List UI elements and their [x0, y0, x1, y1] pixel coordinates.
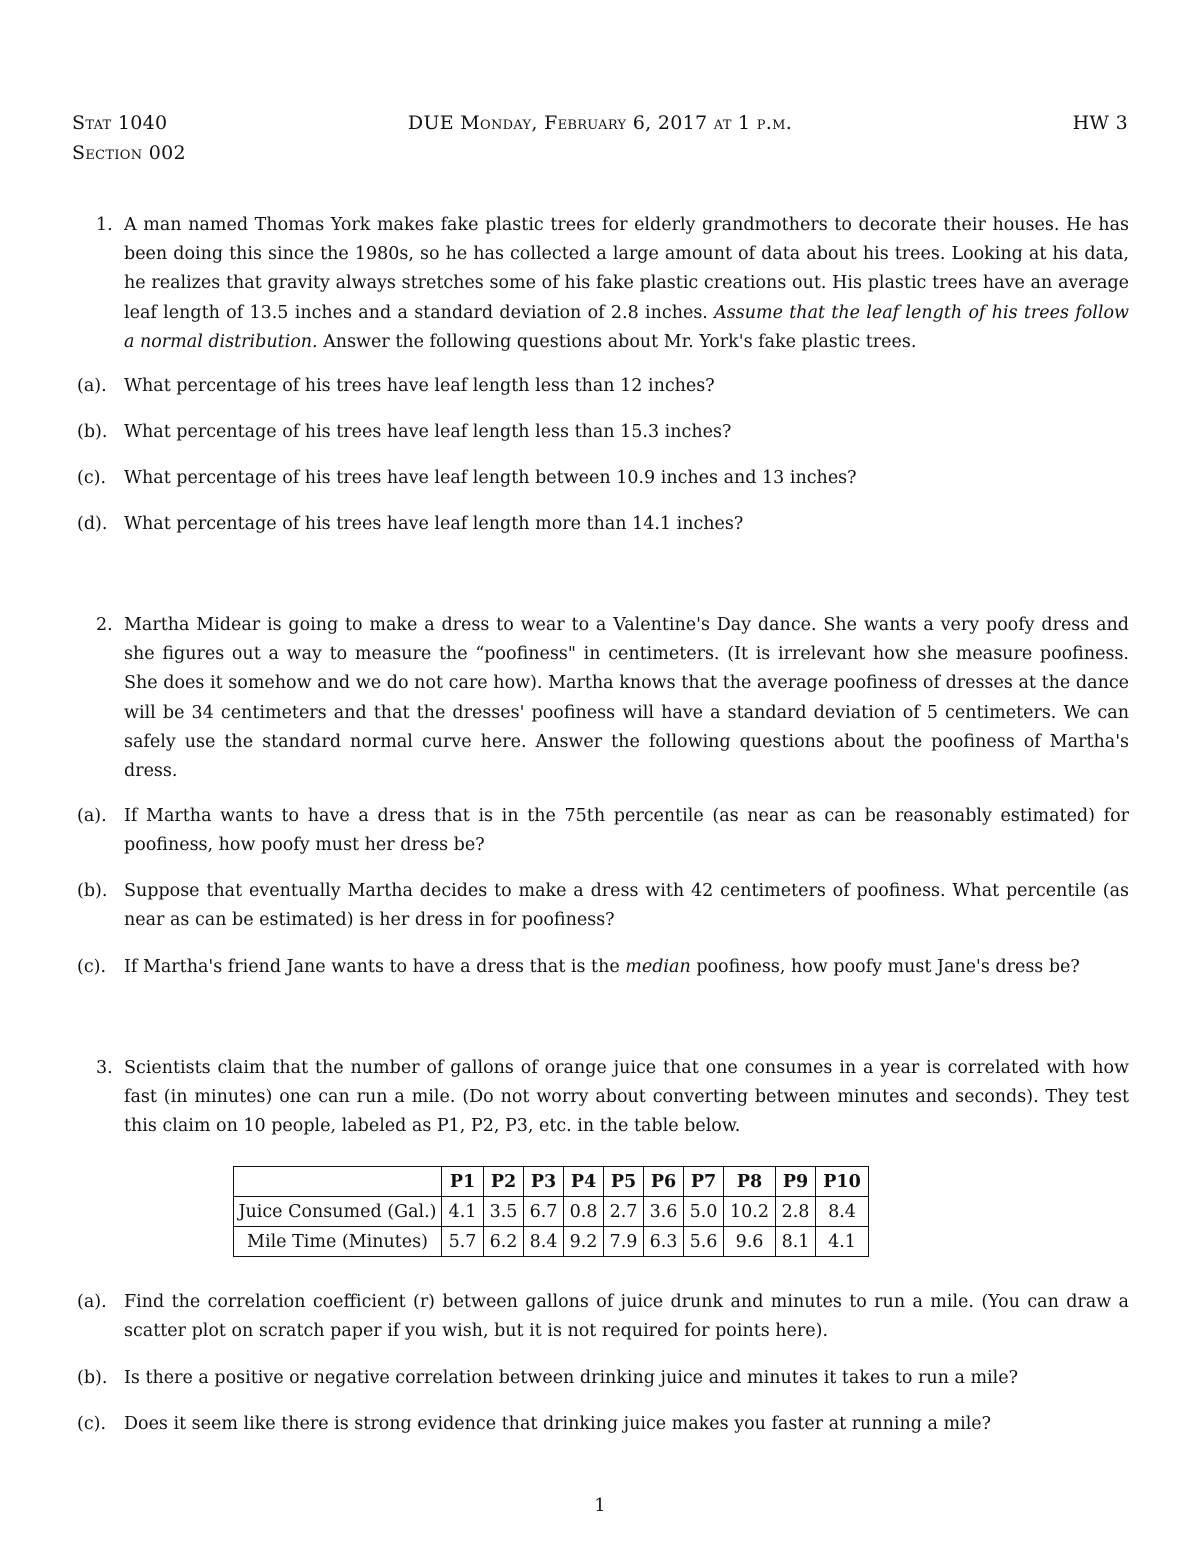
table-cell: 9.6 [724, 1227, 776, 1257]
table-row [234, 1197, 869, 1227]
table-cell: 9.2 [564, 1227, 604, 1257]
table-cell: 0.8 [564, 1197, 604, 1227]
question-3-part-a [77, 1288, 1129, 1346]
question-text: Answer the following questions about Mr. York's fake plastic trees. [317, 331, 917, 352]
table-header-cell: P9 [776, 1167, 816, 1197]
question-1-part-c [77, 464, 1129, 493]
question-3-part-c [77, 1410, 1129, 1439]
part-label: (a). [77, 376, 107, 396]
part-text: If Martha's friend Jane wants to have a dress that is the [124, 957, 626, 977]
homework-number: HW 3 [1072, 112, 1128, 134]
question-1-part-a [77, 372, 1129, 401]
row-label: Juice Consumed (Gal.) [234, 1197, 442, 1227]
table-cell: 7.9 [604, 1227, 644, 1257]
question-3-part-b [77, 1364, 1129, 1393]
table-cell: 8.4 [816, 1197, 869, 1227]
question-2-part-c [77, 953, 1129, 982]
table-cell: 8.1 [776, 1227, 816, 1257]
course-name: Stat 1040 [72, 112, 168, 134]
page-number: 1 [594, 1496, 606, 1516]
table-row [234, 1227, 869, 1257]
question-1-part-b [77, 418, 1129, 447]
table-header-cell: P1 [442, 1167, 484, 1197]
table-cell: 6.2 [484, 1227, 524, 1257]
question-3 [96, 1054, 1129, 1142]
table-cell: 5.6 [684, 1227, 724, 1257]
question-text: Martha Midear is going to make a dress to wear to a Valentine's Day dance. She wants a very poofy dress and she figures out a way to measure the “poofiness" in centimeters. (It is irrelevant how she measure poofiness. She does it somehow and we do not care how). Martha knows that the average poofiness of dresses at the dance will be 34 centimeters and that the dresses' poofiness will have a standard deviation of 5 centimeters. We can safely use the standard normal curve here. Answer the following questions about the poofiness of Martha's dress. [124, 615, 1129, 782]
part-label: (c). [77, 957, 107, 977]
data-table [233, 1166, 869, 1257]
table-header-cell: P3 [524, 1167, 564, 1197]
table-cell: 2.7 [604, 1197, 644, 1227]
table-cell: 3.5 [484, 1197, 524, 1227]
table-cell: 6.3 [644, 1227, 684, 1257]
question-text: A man named Thomas York makes fake plastic trees for elderly grandmothers to decorate their houses. He has been doing this since the 1980s, so he has collected a large amount of data about his trees. Looking at his data, he realizes that gravity always stretches some of his fake plastic creations out. His plastic trees have an average leaf length of 13.5 inches and a standard deviation of 2.8 inches. [124, 215, 1129, 323]
table-header-cell: P7 [684, 1167, 724, 1197]
part-label: (d). [77, 514, 108, 534]
table-cell: 3.6 [644, 1197, 684, 1227]
row-label: Mile Time (Minutes) [234, 1227, 442, 1257]
question-number: 1. [96, 215, 113, 235]
question-2-part-b [77, 877, 1129, 935]
table-cell: 4.1 [816, 1227, 869, 1257]
question-1 [96, 211, 1129, 357]
part-text: Suppose that eventually Martha decides to make a dress with 42 centimeters of poofiness. What percentile (as near as can be estimated) is her dress in for poofiness? [124, 881, 1129, 931]
part-label: (b). [77, 1368, 108, 1388]
section-number: Section 002 [72, 142, 186, 164]
part-text: What percentage of his trees have leaf length less than 15.3 inches? [124, 422, 732, 442]
part-label: (c). [77, 1414, 107, 1434]
table-header-cell: P10 [816, 1167, 869, 1197]
table-cell: 4.1 [442, 1197, 484, 1227]
part-text: poofiness, how poofy must Jane's dress be? [690, 957, 1080, 977]
part-label: (b). [77, 422, 108, 442]
question-text: Scientists claim that the number of gallons of orange juice that one consumes in a year is correlated with how fast (in minutes) one can run a mile. (Do not worry about converting between minutes and seconds). They test this claim on 10 people, labeled as P1, P2, P3, etc. in the table below. [124, 1058, 1129, 1137]
part-text: What percentage of his trees have leaf length more than 14.1 inches? [124, 514, 744, 534]
part-text: Is there a positive or negative correlation between drinking juice and minutes it takes to run a mile? [124, 1368, 1018, 1388]
part-text: Find the correlation coefficient (r) between gallons of juice drunk and minutes to run a mile. (You can draw a scatter plot on scratch paper if you wish, but it is not required for points here). [124, 1292, 1129, 1342]
table-header-cell: P4 [564, 1167, 604, 1197]
question-2-part-a [77, 802, 1129, 860]
part-text-emphasis: median [625, 957, 691, 977]
table-cell: 8.4 [524, 1227, 564, 1257]
table-header-row [234, 1167, 869, 1197]
due-date: DUE Monday, February 6, 2017 at 1 p.m. [407, 112, 793, 134]
table-header-cell: P8 [724, 1167, 776, 1197]
question-number: 3. [96, 1058, 113, 1078]
table-corner-cell [234, 1167, 442, 1197]
table-cell: 2.8 [776, 1197, 816, 1227]
question-1-part-d [77, 510, 1129, 539]
table-cell: 6.7 [524, 1197, 564, 1227]
table-cell: 10.2 [724, 1197, 776, 1227]
question-2 [96, 611, 1129, 786]
table-header-cell: P6 [644, 1167, 684, 1197]
part-label: (c). [77, 468, 107, 488]
table-header-cell: P5 [604, 1167, 644, 1197]
part-label: (b). [77, 881, 108, 901]
part-text: If Martha wants to have a dress that is in the 75th percentile (as near as can be reasonably estimated) for poofiness, how poofy must her dress be? [124, 806, 1129, 856]
part-text: Does it seem like there is strong evidence that drinking juice makes you faster at running a mile? [124, 1414, 992, 1434]
part-label: (a). [77, 1292, 107, 1312]
question-number: 2. [96, 615, 113, 635]
table-cell: 5.0 [684, 1197, 724, 1227]
part-text: What percentage of his trees have leaf length less than 12 inches? [124, 376, 715, 396]
question-text-emphasis: Assume that the leaf length of his trees follow a normal distribution. [124, 302, 1129, 352]
part-text: What percentage of his trees have leaf length between 10.9 inches and 13 inches? [124, 468, 857, 488]
table-cell: 5.7 [442, 1227, 484, 1257]
part-label: (a). [77, 806, 107, 826]
table-header-cell: P2 [484, 1167, 524, 1197]
